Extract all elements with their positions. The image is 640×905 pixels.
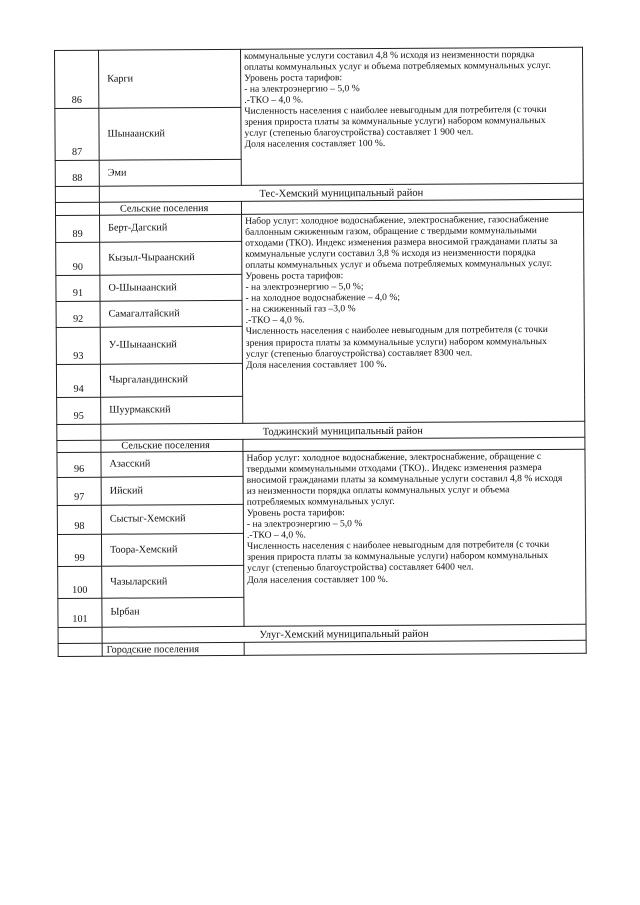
settlement-name: Шуурмакский xyxy=(101,396,243,424)
table-row xyxy=(56,212,584,242)
row-number: 88 xyxy=(55,160,99,186)
settlement-name: Берт-Дагский xyxy=(100,214,242,242)
settlement-name: Чазыларский xyxy=(102,565,244,598)
settlement-name: О-Шынаанский xyxy=(100,274,242,301)
settlement-type-label: Сельские поселения xyxy=(99,201,241,215)
row-number: 95 xyxy=(57,397,101,424)
settlement-name: Ырбан xyxy=(102,597,244,627)
settlement-name: Ийский xyxy=(101,476,243,505)
row-number: 99 xyxy=(57,534,101,566)
block2-description: Набор услуг: холодное водоснабжение, электроснабжение, газоснабжение баллонным сжиженным газом, обращение с твердыми коммунальными отходами (ТКО). Индекс изменения размера вносимой гражданами платы за коммунальные услуги составил 3,8 % исходя из неизменности порядка оплаты коммунальных услуг и объема потребляемых коммунальных услуг. Уровень роста тарифов: - на электроэнергию – 5,0 %; - на холодное водоснабжение – 4,0 %; - на сжиженный газ –3,0 % .-ТКО – 4,0 %. Численность населения с наиболее невыгодным для потребителя (с точки зрения прироста платы за коммунальные услуги) набором коммунальных услуг (степенью благоустройства) составляет 8300 чел. Доля населения составляет 100 %. xyxy=(242,212,585,423)
settlement-name: Самагалтайский xyxy=(100,300,242,327)
block3-description: Набор услуг: холодное водоснабжение, электроснабжение, обращение с твердыми коммунальными отходами (ТКО).. Индекс изменения размера вносимой гражданами платы за коммунальные услуги составил 4,8 % исходя из неизменности порядка оплаты коммунальных услуг и объема потребляемых коммунальных услуг. Уровень роста тарифов: - на электроэнергию – 5,0 % .-ТКО – 4,0 %. Численность населения с наиболее невыгодным для потребителя (с точки зрения прироста платы за коммунальные услуги) набором коммунальных услуг (степенью благоустройства) составляет 6400 чел. Доля населения составляет 100 %. xyxy=(243,449,586,626)
settlement-type-label: Сельские поселения xyxy=(101,439,243,452)
block1-description: коммунальные услуги составил 4,8 % исходя из неизменности порядка оплаты коммунальных услуг и объема потребляемых коммунальных услуг. Уровень роста тарифов: - на электроэнергию – 5,0 % .-ТКО – 4,0 %. Численность населения с наиболее невыгодным для потребителя (с точки зрения прироста платы за коммунальные услуги) набором коммунальных услуг (степенью благоустройства) составляет 1 900 чел. Доля населения составляет 100 %. xyxy=(240,47,583,185)
row-number: 86 xyxy=(55,50,99,108)
row-number: 101 xyxy=(58,598,102,627)
district-title: Улуг-Хемский муниципальный район xyxy=(102,624,586,643)
row-number: 89 xyxy=(56,215,100,242)
settlement-name: У-Шынаанский xyxy=(100,326,242,364)
row-number: 92 xyxy=(56,301,100,327)
settlement-name: Кызыл-Чыраанский xyxy=(100,241,242,275)
row-number: 97 xyxy=(57,477,101,505)
tariff-table xyxy=(54,47,587,657)
settlement-name: Азасский xyxy=(101,451,243,477)
row-number: 100 xyxy=(58,566,102,598)
settlement-name: Тоора-Хемский xyxy=(101,533,243,566)
settlement-type-label: Городские поселения xyxy=(102,642,244,656)
district-title: Тоджинский муниципальный район xyxy=(101,421,585,440)
district-title: Тес-Хемский муниципальный район xyxy=(99,183,583,202)
row-number: 94 xyxy=(56,364,100,397)
table-row xyxy=(55,47,583,108)
row-number: 98 xyxy=(57,505,101,534)
settlement-name: Сыстыг-Хемский xyxy=(101,504,243,534)
row-number: 90 xyxy=(56,242,100,275)
table-row xyxy=(57,449,585,477)
document-page xyxy=(54,47,586,657)
row-number: 96 xyxy=(57,452,101,477)
subheader-row xyxy=(58,640,586,656)
settlement-name: Эми xyxy=(99,159,241,186)
settlement-name: Чыргаландинский xyxy=(100,363,242,397)
row-number: 91 xyxy=(56,275,100,301)
settlement-name: Шынаанский xyxy=(99,107,241,160)
settlement-name: Карги xyxy=(99,49,241,108)
row-number: 93 xyxy=(56,327,100,364)
row-number: 87 xyxy=(55,108,99,160)
